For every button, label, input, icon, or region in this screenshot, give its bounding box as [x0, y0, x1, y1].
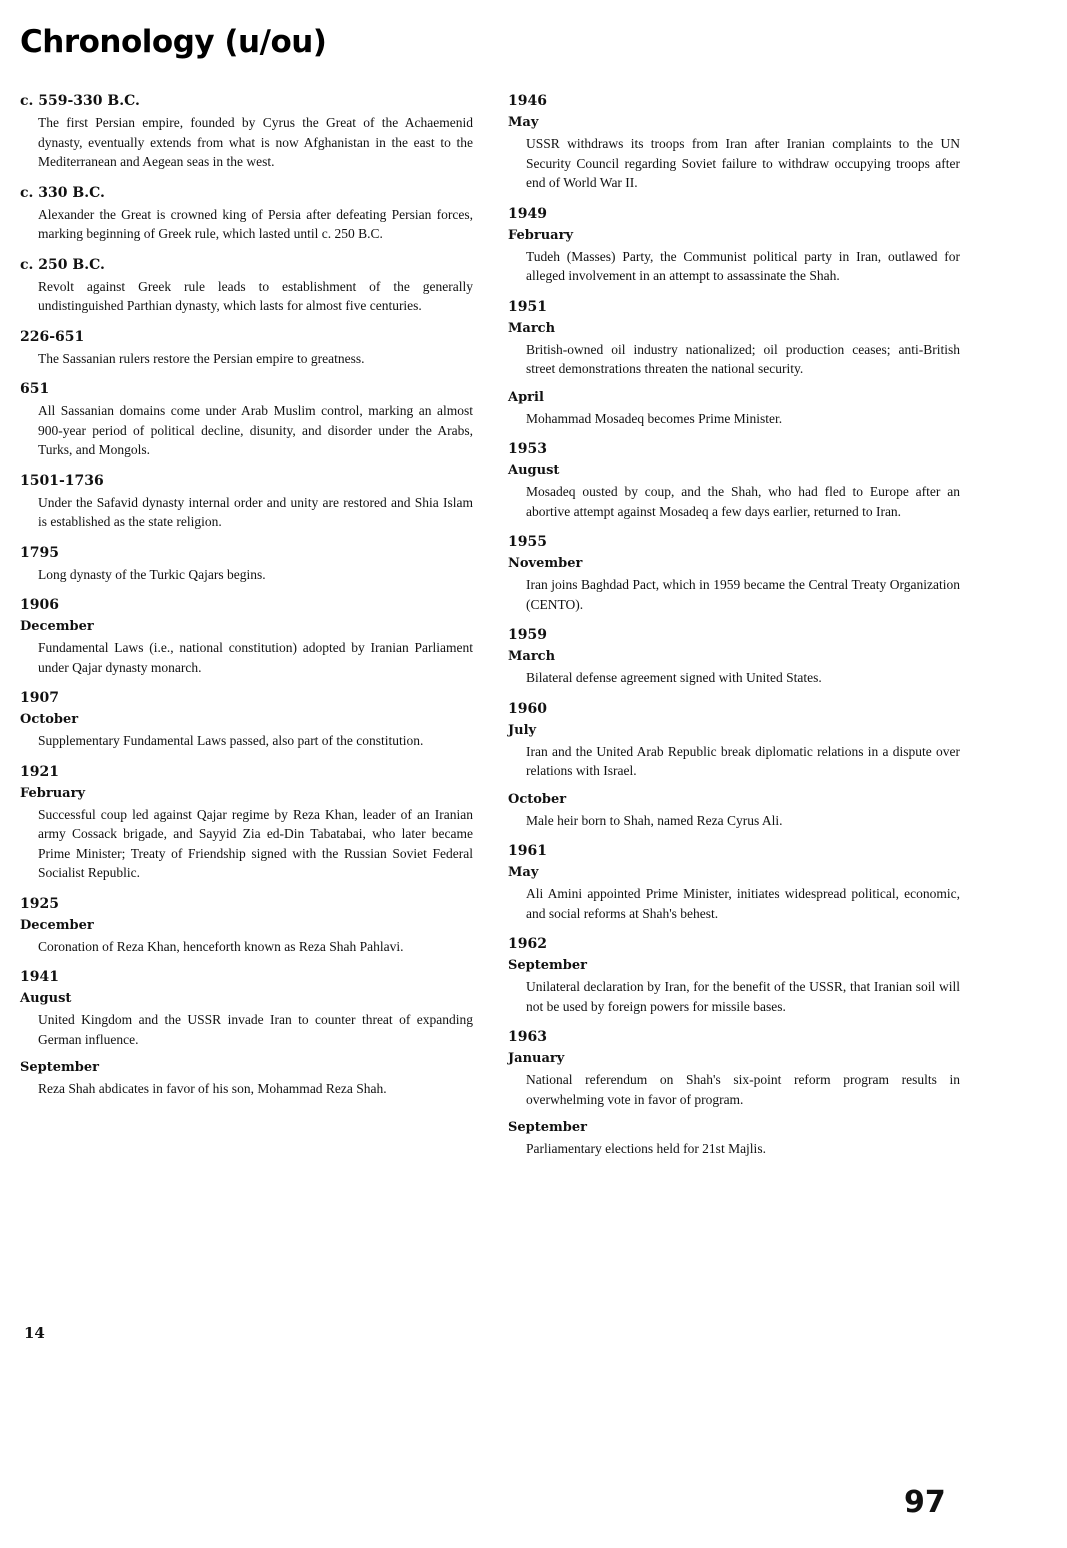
year-entry [20, 596, 473, 677]
entry-month: March [508, 320, 556, 336]
entry-year: 1906 [20, 597, 59, 613]
chronology-entry [20, 380, 473, 460]
entry-text: Mosadeq ousted by coup, and the Shah, who had fled to Europe after an abortive attempt against Mosadeq a few days earlier, returned to Iran. [526, 484, 960, 519]
entry-year: 1962 [508, 936, 547, 952]
entry-text: Coronation of Reza Khan, henceforth known as Reza Shah Pahlavi. [38, 938, 404, 954]
entry-month: November [508, 556, 583, 571]
month-entry [508, 722, 960, 781]
entry-text: Tudeh (Masses) Party, the Communist political party in Iran, outlawed for alleged involvement in an attempt to assassinate the Shah. [526, 248, 960, 283]
entry-text: Long dynasty of the Turkic Qajars begins. [38, 566, 266, 582]
entry-text: British-owned oil industry nationalized; oil production ceases; anti-British street demonstrations threaten the national security. [526, 341, 960, 376]
entry-text: Unilateral declaration by Iran, for the benefit of the USSR, that Iranian soil will not be used by foreign powers for missile bases. [526, 979, 960, 1014]
entry-text: Mohammad Mosadeq becomes Prime Minister. [526, 410, 783, 426]
entry-year: 1951 [508, 298, 547, 315]
entry-date: c. 559-330 B.C. [20, 93, 140, 109]
year-entry [508, 626, 960, 688]
page-number-left: 14 [24, 1324, 45, 1342]
month-entry [508, 791, 960, 831]
entry-year: 1921 [20, 763, 59, 780]
year-entry [508, 205, 960, 286]
entry-text: Bilateral defense agreement signed with United States. [526, 670, 822, 685]
entry-month: September [20, 1060, 99, 1075]
month-entry [508, 389, 960, 429]
chronology-entry [20, 92, 473, 172]
entry-month: May [508, 115, 539, 130]
entry-text: Successful coup led against Qajar regime by Reza Khan, leader of an Iranian army Cossack brigade, and Sayyid Zia ed-Din Tabatabai, who later became Prime Minister; Treaty of Friendship signed with the Russian Soviet Federal Socialist Republic. [38, 806, 473, 880]
entry-year: 1955 [508, 534, 547, 550]
year-entry [20, 895, 473, 957]
entry-year: 1907 [20, 690, 59, 706]
entry-month: December [20, 619, 94, 634]
year-entry [20, 689, 473, 751]
entry-month: March [508, 649, 556, 664]
chronology-entry [20, 256, 473, 316]
year-entry [508, 1028, 960, 1159]
entry-text: Supplementary Fundamental Laws passed, also part of the constitution. [38, 733, 424, 748]
month-entry [508, 1050, 960, 1109]
entry-text: Revolt against Greek rule leads to establishment of the generally undistinguished Parthian dynasty, which lasts for almost five centuries. [38, 278, 473, 313]
entry-month: September [508, 1120, 587, 1135]
right-column [508, 92, 960, 1171]
chronology-entry [20, 472, 473, 532]
entry-month: July [508, 722, 537, 738]
month-entry [508, 320, 960, 379]
entry-year: 1941 [20, 969, 59, 985]
entry-text: United Kingdom and the USSR invade Iran to counter threat of expanding German influence. [38, 1012, 473, 1047]
entry-text: National referendum on Shah's six-point reform program results in overwhelming vote in favor of program. [526, 1072, 960, 1107]
year-entry [20, 968, 473, 1099]
entry-year: 1925 [20, 895, 59, 912]
entry-text: Reza Shah abdicates in favor of his son, Mohammad Reza Shah. [38, 1081, 387, 1096]
month-entry [508, 1119, 960, 1159]
entry-month: February [20, 785, 86, 801]
page-title: Chronology (u/ou) [20, 24, 327, 60]
year-entry [508, 92, 960, 193]
entry-text: Fundamental Laws (i.e., national constitution) adopted by Iranian Parliament under Qajar dynasty monarch. [38, 640, 473, 675]
entry-month: January [508, 1051, 565, 1066]
entry-text: The first Persian empire, founded by Cyrus the Great of the Achaemenid dynasty, eventually extends from what is now Afghanistan in the east to the Mediterranean and Aegean seas in the west. [38, 115, 473, 169]
entry-year: 1953 [508, 441, 547, 457]
entry-month: April [508, 389, 544, 405]
entry-year: 1960 [508, 700, 547, 717]
chronology-entry [20, 328, 473, 369]
entry-text: Parliamentary elections held for 21st Majlis. [526, 1141, 766, 1156]
chronology-entry [20, 544, 473, 585]
month-entry [20, 1059, 473, 1099]
entry-text: USSR withdraws its troops from Iran after Iranian complaints to the UN Security Council regarding Soviet failure to withdraw occupying troops after end of World War II. [526, 136, 960, 190]
entry-text: Under the Safavid dynasty internal order and unity are restored and Shia Islam is established as the state religion. [38, 494, 473, 529]
entry-text: The Sassanian rulers restore the Persian empire to greatness. [38, 350, 365, 366]
entry-date: c. 330 B.C. [20, 184, 105, 201]
entry-month: October [20, 712, 79, 727]
page-number-right: 97 [904, 1485, 946, 1520]
month-entry [20, 990, 473, 1049]
year-entry [508, 533, 960, 614]
entry-text: Alexander the Great is crowned king of Persia after defeating Persian forces, marking beginning of Greek rule, which lasted until c. 250 B.C. [38, 206, 473, 241]
year-entry [508, 842, 960, 923]
year-entry [508, 700, 960, 831]
entry-year: 1949 [508, 205, 547, 222]
year-entry [508, 440, 960, 521]
entry-year: 1961 [508, 843, 547, 859]
entry-year: 1946 [508, 93, 547, 109]
year-entry [20, 763, 473, 883]
entry-month: October [508, 791, 567, 807]
left-column [20, 92, 473, 1111]
entry-month: December [20, 917, 94, 933]
chronology-entry [20, 184, 473, 244]
entry-month: August [20, 991, 72, 1006]
entry-text: Iran joins Baghdad Pact, which in 1959 became the Central Treaty Organization (CENTO). [526, 577, 960, 612]
entry-text: Male heir born to Shah, named Reza Cyrus Ali. [526, 812, 783, 828]
entry-month: August [508, 463, 560, 478]
entry-year: 1963 [508, 1029, 547, 1045]
entry-month: May [508, 865, 539, 880]
entry-date: c. 250 B.C. [20, 256, 105, 273]
entry-date: 226-651 [20, 328, 85, 345]
entry-text: All Sassanian domains come under Arab Muslim control, marking an almost 900-year period of political decline, disunity, and disorder under the Arabs, Turks, and Mongols. [38, 403, 473, 457]
entry-month: September [508, 958, 587, 973]
entry-text: Ali Amini appointed Prime Minister, initiates widespread political, economic, and social reforms at Shah's behest. [526, 886, 960, 921]
entry-date: 1795 [20, 544, 59, 561]
entry-year: 1959 [508, 627, 547, 643]
year-entry [508, 935, 960, 1016]
entry-date: 1501-1736 [20, 472, 104, 489]
entry-text: Iran and the United Arab Republic break diplomatic relations in a dispute over relations with Israel. [526, 743, 960, 778]
entry-date: 651 [20, 381, 50, 397]
year-entry [508, 298, 960, 429]
entry-month: February [508, 227, 574, 243]
